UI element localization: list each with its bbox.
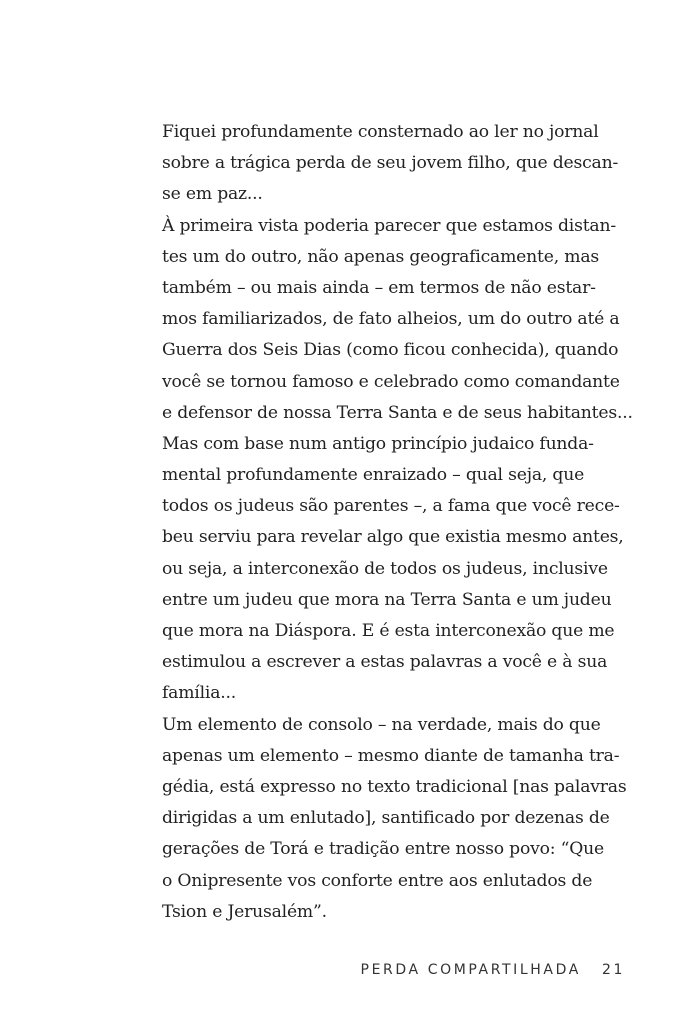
text-line: À primeira vista poderia parecer que estamos distan-	[162, 215, 616, 236]
text-line: você se tornou famoso e celebrado como comandante	[162, 371, 620, 392]
text-line: todos os judeus são parentes –, a fama que você rece-	[162, 496, 620, 517]
text-line: sobre a trágica perda de seu jovem filho, que descan-	[162, 153, 619, 174]
text-line: ou seja, a interconexão de todos os judeus, inclusive	[162, 558, 608, 579]
text-line: entre um judeu que mora na Terra Santa e um judeu	[162, 589, 612, 610]
text-line: que mora na Diáspora. E é esta interconexão que me	[162, 621, 615, 641]
text-line: mental profundamente enraizado – qual seja, que	[162, 465, 585, 486]
text-line: Fiquei profundamente consternado ao ler no jornal	[162, 122, 599, 142]
text-line: família...	[162, 683, 237, 704]
text-line: gédia, está expresso no texto tradicional [nas palavras	[162, 776, 627, 797]
body-text	[162, 117, 633, 928]
text-line: gerações de Torá e tradição entre nosso povo: “Que	[162, 839, 604, 860]
page-number: 21	[601, 962, 625, 978]
text-line: se em paz...	[162, 184, 263, 205]
text-line: e defensor de nossa Terra Santa e de seus habitantes...	[162, 402, 633, 423]
text-line: estimulou a escrever a estas palavras a você e à sua	[162, 652, 608, 673]
text-line: dirigidas a um enlutado], santificado por dezenas de	[162, 808, 610, 829]
text-line: apenas um elemento – mesmo diante de tamanha tra-	[162, 745, 620, 766]
text-line: também – ou mais ainda – em termos de não estar-	[162, 277, 596, 298]
text-line: tes um do outro, não apenas geograficamente, mas	[162, 246, 599, 267]
running-title: PERDA COMPARTILHADA	[360, 962, 581, 978]
text-line: Mas com base num antigo princípio judaico funda-	[162, 433, 594, 454]
text-line: Tsion e Jerusalém”.	[162, 901, 327, 922]
text-line: beu serviu para revelar algo que existia mesmo antes,	[162, 527, 624, 548]
page-footer	[361, 962, 625, 978]
text-line: o Onipresente vos conforte entre aos enlutados de	[162, 870, 593, 891]
text-line: mos familiarizados, de fato alheios, um do outro até a	[162, 309, 620, 330]
text-line: Guerra dos Seis Dias (como ficou conhecida), quando	[162, 340, 619, 361]
text-line: Um elemento de consolo – na verdade, mais do que	[162, 714, 601, 735]
